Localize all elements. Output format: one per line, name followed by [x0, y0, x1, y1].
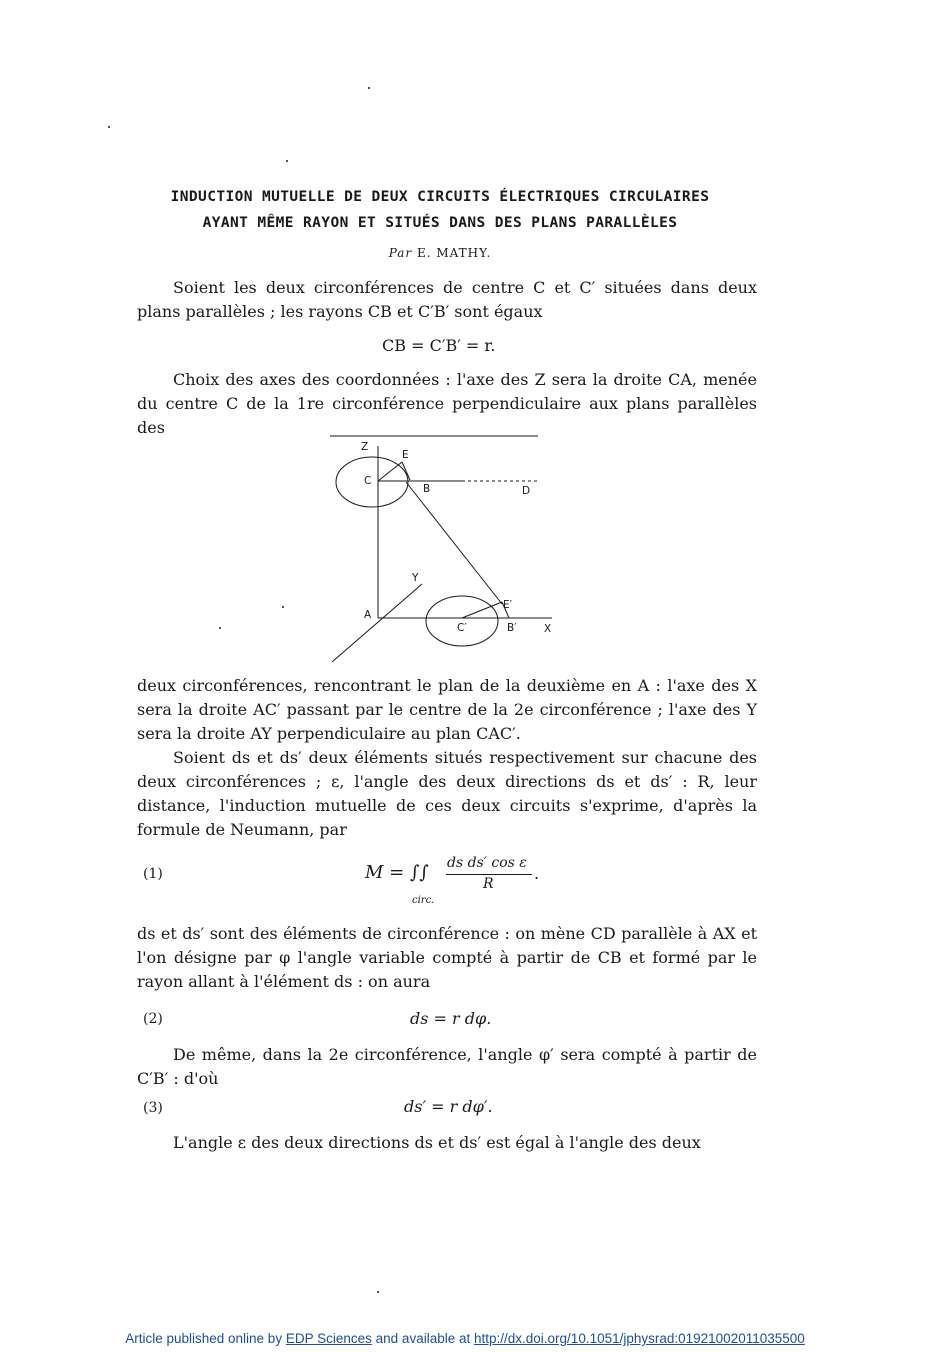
label-z: Z	[361, 441, 369, 453]
equation-1-number: (1)	[143, 866, 163, 882]
footer	[0, 1331, 930, 1346]
radius-ce	[378, 462, 402, 481]
label-y: Y	[412, 572, 419, 584]
paragraph-6: De même, dans la 2e circonférence, l'angle φ′ sera compté à partir de C′B′ : d'où	[137, 1045, 757, 1088]
footer-prefix: Article published online by	[125, 1331, 283, 1346]
label-e: E	[402, 449, 409, 461]
paragraph-3: deux circonférences, rencontrant le plan de la deuxième en A : l'axe des X sera la droite AC′ passant par le centre de la 2e circonférence ; l'axe des Y sera la droite AY perpendiculaire au plan CAC′.	[137, 676, 757, 743]
equation-1-subscript: circ.	[412, 895, 435, 906]
paragraph-7: L'angle ε des deux directions ds et ds′ est égal à l'angle des deux	[173, 1133, 701, 1152]
doi-link[interactable]: http://dx.doi.org/10.1051/jphysrad:01921002011035500	[474, 1331, 805, 1346]
label-c: C	[364, 475, 372, 487]
footer-middle: and available at	[375, 1331, 471, 1346]
scan-speck	[286, 160, 288, 162]
article-title-line-1: INDUCTION MUTUELLE DE DEUX CIRCUITS ÉLECTRIQUES CIRCULAIRES	[170, 189, 710, 205]
publisher-link[interactable]: EDP Sciences	[285, 1331, 372, 1346]
scan-speck	[368, 87, 370, 89]
equation-1-lhs: M = ∫∫	[365, 862, 429, 883]
geometry-figure	[326, 426, 558, 664]
chord-eb	[402, 462, 410, 480]
author-line	[120, 246, 760, 260]
scan-speck	[377, 1291, 379, 1293]
figure-svg	[326, 426, 558, 664]
equation-1-denominator: R	[483, 876, 494, 892]
equation-2: ds = r dφ.	[410, 1009, 492, 1028]
article-title-line-2: AYANT MÊME RAYON ET SITUÉS DANS DES PLANS PARALLÈLES	[202, 215, 678, 231]
paragraph-1: Soient les deux circonférences de centre C et C′ situées dans deux plans parallèles ; les rayons CB et C′B′ sont égaux	[137, 278, 757, 321]
scan-speck	[219, 627, 221, 629]
label-b-prime: B′	[507, 622, 517, 634]
circle-lower	[426, 596, 498, 646]
paragraph-5: ds et ds′ sont des éléments de circonférence : on mène CD parallèle à AX et l'on désigne par φ l'angle variable compté à partir de CB et formé par le rayon allant à l'élément ds : on aura	[137, 924, 757, 991]
label-x: X	[544, 623, 552, 635]
equation-1-numerator: ds ds′ cos ε	[447, 855, 527, 871]
equation-2-number: (2)	[143, 1011, 163, 1027]
label-c-prime: C′	[457, 622, 467, 634]
paragraph-2: Choix des axes des coordonnées : l'axe des Z sera la droite CA, menée du centre C de la 1re circonférence perpendiculaire aux plans parallèles des	[137, 370, 757, 437]
equation-3: ds′ = r dφ′.	[404, 1097, 493, 1116]
author-name: E. MATHY.	[416, 246, 492, 260]
label-e-prime: E′	[503, 599, 513, 611]
radius-c-prime-e-prime	[462, 602, 502, 618]
label-a: A	[364, 609, 372, 621]
equation-radii: CB = C′B′ = r.	[382, 336, 496, 355]
label-d: D	[522, 485, 531, 497]
equation-1-fraction-bar	[446, 874, 532, 875]
equation-1-end: .	[534, 864, 540, 883]
equation-3-number: (3)	[143, 1100, 163, 1116]
scan-speck	[108, 126, 110, 128]
circle-upper	[336, 457, 408, 507]
axis-y-line	[332, 584, 422, 662]
label-b: B	[423, 483, 431, 495]
paragraph-4: Soient ds et ds′ deux éléments situés respectivement sur chacune des deux circonférences ; ε, l'angle des deux directions ds et ds′ : R, leur distance, l'induction mutuelle de ces deux circuits s'exprime, d'après la formule de Neumann, par	[137, 748, 757, 839]
author-prefix: Par	[388, 246, 413, 260]
scan-speck	[282, 606, 284, 608]
